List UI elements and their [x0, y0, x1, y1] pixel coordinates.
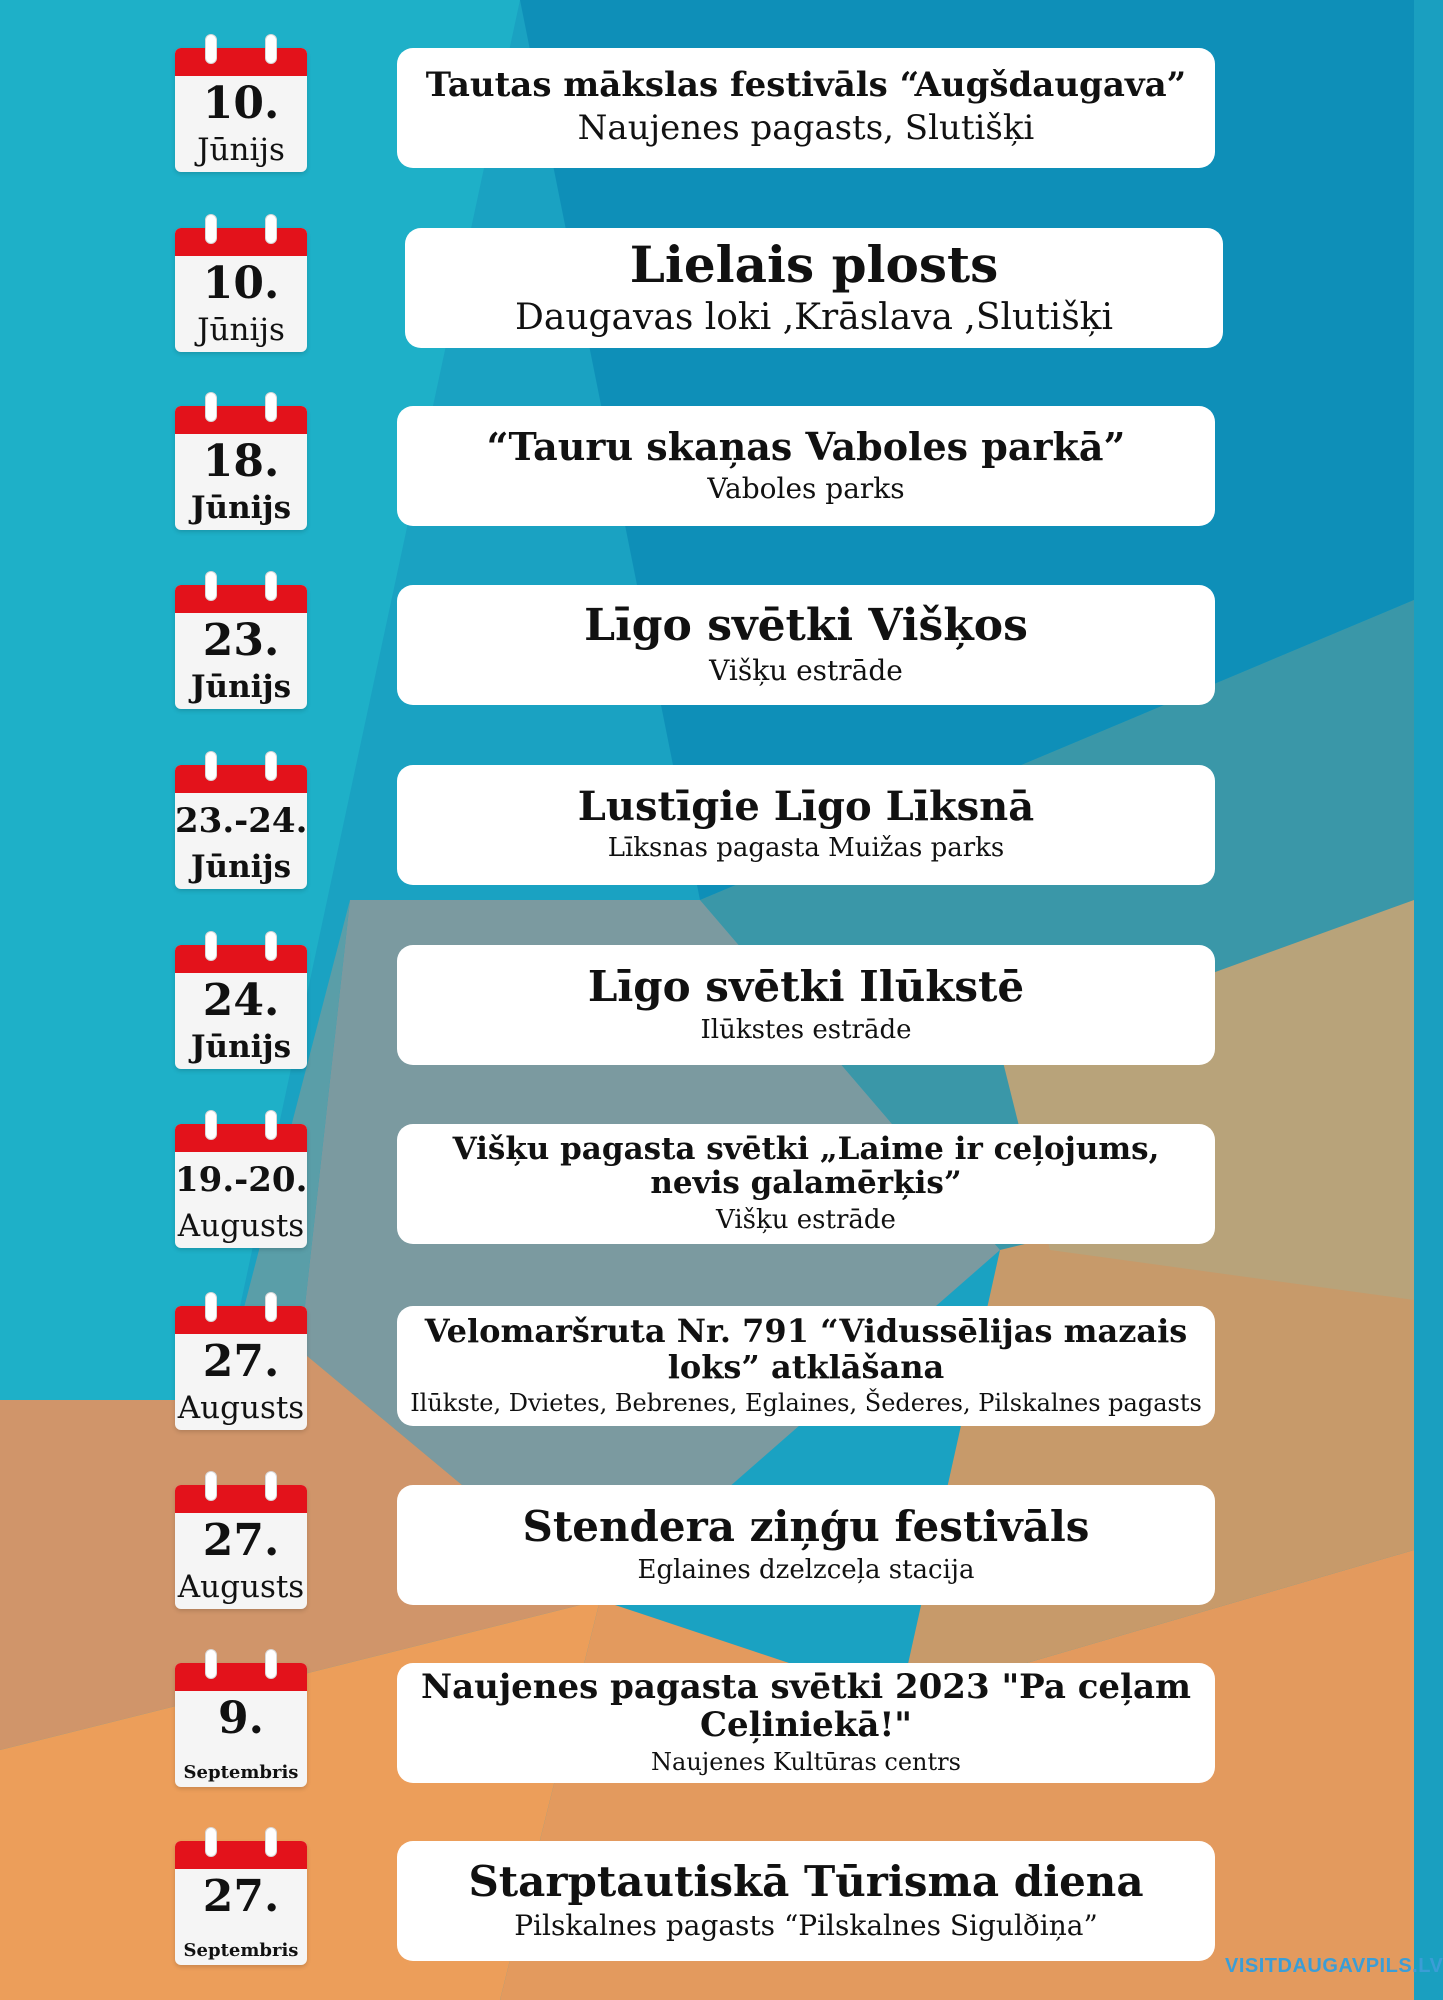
event-month: Jūnijs	[190, 490, 292, 526]
event-day: 9.	[218, 1693, 264, 1744]
event-row	[0, 577, 1414, 717]
event-title: “Tauru skaņas Vaboles parkā”	[486, 424, 1126, 470]
event-day: 27.	[202, 1336, 280, 1387]
calendar-ring	[205, 392, 217, 422]
event-card	[405, 228, 1223, 348]
event-row	[0, 40, 1414, 180]
calendar-icon	[175, 1306, 307, 1430]
visit-daugavpils-logo: VISITDAUGAVPILS.LV	[1225, 1955, 1443, 1977]
event-month: Jūnijs	[190, 669, 292, 705]
calendar-ring	[205, 571, 217, 601]
event-card	[397, 1306, 1215, 1426]
calendar-icon	[175, 228, 307, 352]
event-title: Stendera ziņģu festivāls	[522, 1502, 1090, 1552]
event-day: 27.	[202, 1515, 280, 1566]
calendar-icon	[175, 1841, 307, 1965]
calendar-ring	[205, 34, 217, 64]
event-row	[0, 1655, 1414, 1795]
calendar-header	[175, 1663, 307, 1691]
calendar-icon	[175, 406, 307, 530]
event-title: Višķu pagasta svētki „Laime ir ceļojums, nevis galamērķis”	[452, 1131, 1160, 1202]
event-row	[0, 1298, 1414, 1438]
event-month: Septembris	[183, 1940, 299, 1961]
calendar-header	[175, 48, 307, 76]
event-location: Naujenes Kultūras centrs	[651, 1747, 961, 1776]
event-row	[0, 1116, 1414, 1256]
calendar-icon	[175, 48, 307, 172]
event-day: 27.	[202, 1871, 280, 1922]
calendar-ring	[265, 751, 277, 781]
event-location: Ilūkste, Dvietes, Bebrenes, Eglaines, Šederes, Pilskalnes pagasts	[410, 1388, 1202, 1417]
event-location: Višķu estrāde	[709, 654, 903, 688]
event-title: Velomaršruta Nr. 791 “Vidussēlijas mazais loks” atklāšana	[424, 1312, 1188, 1386]
event-month: Augusts	[177, 1208, 305, 1244]
event-card	[397, 585, 1215, 705]
event-title: Lielais plosts	[629, 234, 999, 294]
calendar-header	[175, 1124, 307, 1152]
event-title: Tautas mākslas festivāls “Augšdaugava”	[425, 64, 1187, 105]
event-month: Augusts	[177, 1390, 305, 1426]
calendar-ring	[265, 1110, 277, 1140]
event-row	[0, 1833, 1414, 1973]
event-card	[397, 1124, 1215, 1244]
event-day: 18.	[202, 436, 280, 487]
event-card	[397, 945, 1215, 1065]
event-location: Eglaines dzelzceļa stacija	[637, 1554, 975, 1585]
calendar-ring	[205, 1827, 217, 1857]
calendar-ring	[205, 931, 217, 961]
calendar-ring	[205, 1292, 217, 1322]
event-title: Līgo svētki Ilūkstē	[587, 962, 1025, 1012]
event-month: Augusts	[177, 1569, 305, 1605]
event-month: Jūnijs	[197, 132, 285, 168]
event-row	[0, 220, 1414, 360]
event-row	[0, 1477, 1414, 1617]
event-title: Starptautiskā Tūrisma diena	[468, 1857, 1144, 1907]
event-day: 23.-24.	[175, 801, 308, 841]
event-title: Līgo svētki Višķos	[584, 600, 1028, 651]
calendar-ring	[205, 1471, 217, 1501]
calendar-icon	[175, 765, 307, 889]
event-month: Jūnijs	[190, 849, 292, 885]
event-location: Vaboles parks	[707, 472, 905, 506]
event-location: Pilskalnes pagasts “Pilskalnes Sigulðiņa”	[514, 1909, 1098, 1943]
calendar-ring	[205, 751, 217, 781]
calendar-ring	[265, 1649, 277, 1679]
event-location: Daugavas loki ,Krāslava ,Slutišķi	[515, 296, 1113, 338]
calendar-header	[175, 585, 307, 613]
event-day: 19.-20.	[175, 1160, 308, 1200]
calendar-ring	[265, 571, 277, 601]
calendar-header	[175, 1841, 307, 1869]
calendar-header	[175, 1485, 307, 1513]
calendar-ring	[265, 214, 277, 244]
event-day: 24.	[202, 975, 280, 1026]
calendar-ring	[265, 1827, 277, 1857]
event-month: Jūnijs	[197, 312, 285, 348]
calendar-icon	[175, 585, 307, 709]
event-card	[397, 48, 1215, 168]
calendar-ring	[265, 931, 277, 961]
event-day: 10.	[202, 258, 280, 309]
event-card	[397, 1485, 1215, 1605]
calendar-header	[175, 765, 307, 793]
calendar-ring	[205, 1649, 217, 1679]
calendar-ring	[265, 1471, 277, 1501]
event-card	[397, 1663, 1215, 1783]
event-month: Jūnijs	[190, 1029, 292, 1065]
event-location: Ilūkstes estrāde	[700, 1014, 912, 1045]
event-title: Lustīgie Līgo Līksnā	[577, 783, 1035, 831]
calendar-icon	[175, 1663, 307, 1787]
calendar-ring	[205, 1110, 217, 1140]
event-day: 10.	[202, 78, 280, 129]
calendar-header	[175, 945, 307, 973]
calendar-ring	[205, 214, 217, 244]
event-card	[397, 406, 1215, 526]
calendar-header	[175, 228, 307, 256]
event-row	[0, 757, 1414, 897]
calendar-icon	[175, 1485, 307, 1609]
event-row	[0, 398, 1414, 538]
event-card	[397, 1841, 1215, 1961]
calendar-ring	[265, 392, 277, 422]
calendar-header	[175, 406, 307, 434]
event-card	[397, 765, 1215, 885]
calendar-icon	[175, 945, 307, 1069]
event-month: Septembris	[183, 1762, 299, 1783]
calendar-header	[175, 1306, 307, 1334]
event-location: Naujenes pagasts, Slutišķi	[577, 108, 1035, 149]
event-location: Višķu estrāde	[716, 1204, 896, 1235]
calendar-ring	[265, 34, 277, 64]
event-day: 23.	[202, 615, 280, 666]
event-location: Līksnas pagasta Muižas parks	[607, 833, 1005, 864]
calendar-icon	[175, 1124, 307, 1248]
event-row	[0, 937, 1414, 1077]
calendar-ring	[265, 1292, 277, 1322]
event-title: Naujenes pagasta svētki 2023 "Pa ceļam Ceļiniekā!"	[421, 1667, 1191, 1745]
